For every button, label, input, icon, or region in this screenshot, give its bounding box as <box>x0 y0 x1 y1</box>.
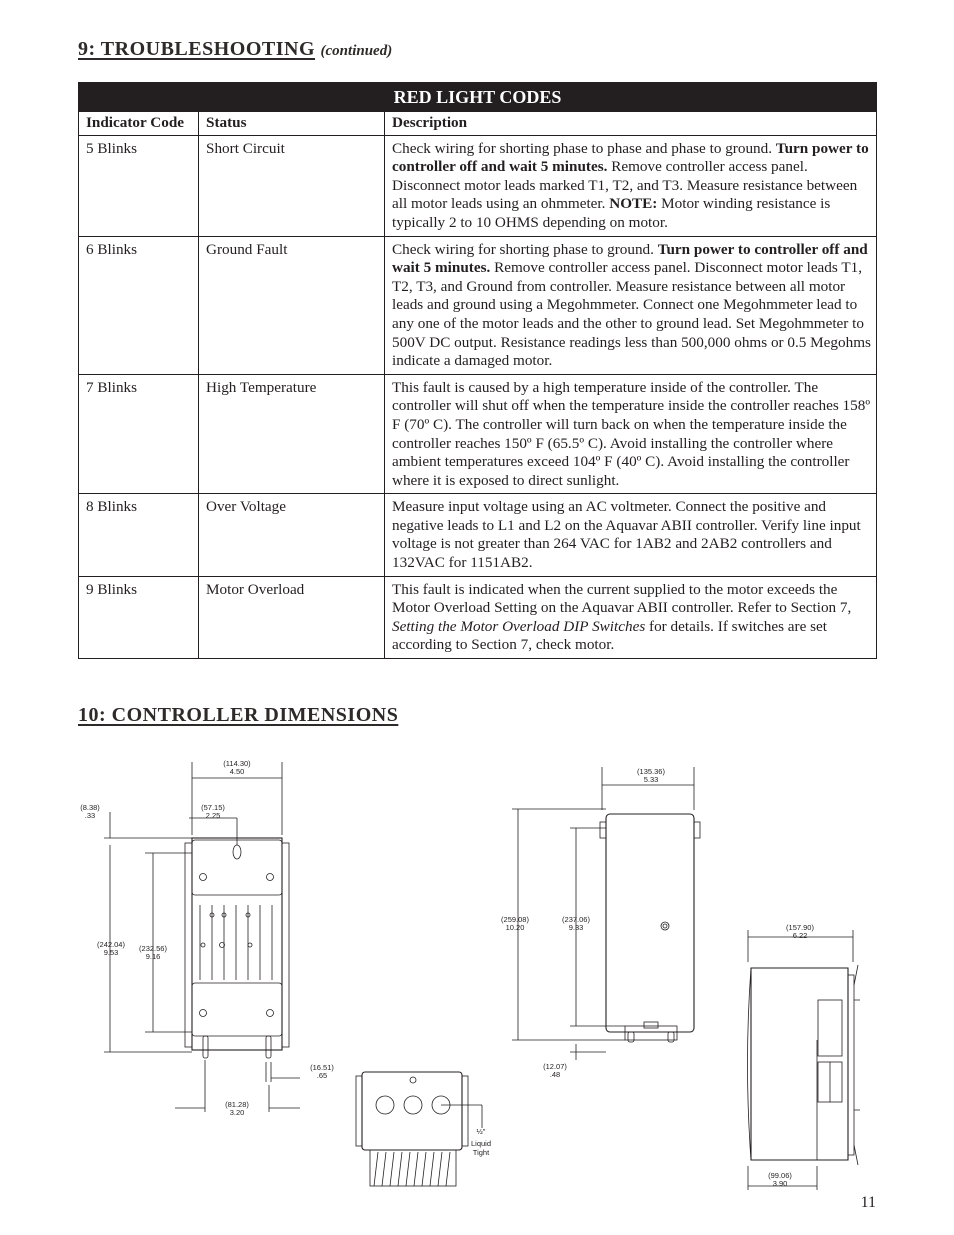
description-text: for details. If switches are set according to Section 7, check motor. <box>392 617 827 654</box>
dim-front-width-mm: (114.30) <box>223 759 251 768</box>
description-text: Remove controller access panel. Disconnect motor leads marked T1, T2, and T3. Measure resistance between all motor leads using an ohmmeter. <box>392 158 858 213</box>
description-text: Turn power to controller off and wait 5 minutes. <box>392 139 869 176</box>
dim-bottom-width-in: 3.20 <box>229 1108 245 1117</box>
column-header-indicator: Indicator Code <box>79 112 199 136</box>
side-view-drawing <box>512 767 700 1060</box>
status-cell: Over Voltage <box>199 494 385 576</box>
dim-slot-offset-mm: (16.51) <box>310 1063 334 1072</box>
description-text: NOTE: <box>609 195 658 213</box>
dim-side-height-mm: (259.08) <box>501 915 529 924</box>
liquid-tight-size: ½" <box>476 1127 486 1136</box>
dim-hole-height-in: 9.16 <box>145 952 161 961</box>
indicator-code-cell: 8 Blinks <box>79 494 199 576</box>
column-header-status: Status <box>199 112 385 136</box>
dim-front-height-mm: (242.04) <box>97 940 125 949</box>
bottom-view-drawing <box>356 1072 482 1186</box>
section-heading-controller-dimensions: 10: CONTROLLER DIMENSIONS <box>78 704 399 726</box>
dim-hole-offset-mm: (57.15) <box>201 803 225 812</box>
indicator-code-cell: 6 Blinks <box>79 236 199 374</box>
description-text: Motor winding resistance is typically 2 to 10 OHMS depending on motor. <box>392 195 831 231</box>
continued-label: (continued) <box>320 43 393 59</box>
description-text: This fault is caused by a high temperature inside of the controller. The controller will shut off when the temperature inside the controller reaches 158º F (70º C). The controller will turn back on when the temperature inside the controller reaches 150º F (65.5º C). Avoid installing the controller where ambient temperatures exceed 104º F (40º C). Avoid installing the controller where it is exposed to direct sunlight. <box>392 378 871 489</box>
front-view-drawing <box>104 762 300 1112</box>
dim-side-inner-height-in: 9.33 <box>568 923 584 932</box>
description-text: Remove controller access panel. Disconnect motor leads T1, T2, T3, and Ground from controller. Measure resistance between all motor leads and ground using a Megohmmeter. Connect one Megohmmeter lead to any one of the motor leads and the other to ground lead. Set Megohmmeter to 500V DC output. Resistance readings less than 500,000 ohms or 0.5 Megohms indicate a damaged motor. <box>392 259 871 370</box>
dim-right-bottom-width-mm: (99.06) <box>768 1171 792 1180</box>
status-cell: Ground Fault <box>199 236 385 374</box>
dim-right-top-width-mm: (157.90) <box>786 923 814 932</box>
dim-side-inner-height-mm: (237.06) <box>562 915 590 924</box>
description-text: Setting the Motor Overload DIP Switches <box>392 617 646 635</box>
dim-side-bottom-mm: (12.07) <box>543 1062 567 1071</box>
description-text: Check wiring for shorting phase to ground. <box>392 240 658 258</box>
dim-slot-offset-in: .65 <box>316 1071 328 1080</box>
dim-top-offset-mm: (8.38) <box>80 803 100 812</box>
description-text: Turn power to controller off and wait 5 minutes. <box>392 240 868 277</box>
indicator-code-cell: 9 Blinks <box>79 576 199 658</box>
dim-front-width-in: 4.50 <box>229 767 245 776</box>
status-cell: Motor Overload <box>199 576 385 658</box>
indicator-code-cell: 5 Blinks <box>79 135 199 236</box>
page-number: 11 <box>860 1194 876 1211</box>
description-text: This fault is indicated when the current supplied to the motor exceeds the Motor Overload Setting on the Aquavar ABII controller. Refer to Section 7, <box>392 580 852 617</box>
section-title: 9: TROUBLESHOOTING <box>78 38 316 60</box>
dim-right-top-width-in: 6.22 <box>792 931 808 940</box>
status-cell: High Temperature <box>199 374 385 494</box>
dim-side-width-mm: (135.36) <box>637 767 665 776</box>
liquid-tight-label-2: Tight <box>472 1148 490 1157</box>
column-header-description: Description <box>385 112 877 136</box>
indicator-code-cell: 7 Blinks <box>79 374 199 494</box>
description-text: Measure input voltage using an AC voltmeter. Connect the positive and negative leads to L1 and L2 on the Aquavar ABII controller. Verify line input voltage is not greater than 264 VAC for 1AB2 and 2AB2 controllers and 132VAC for 1151AB2. <box>392 498 861 572</box>
dim-front-height-in: 9.53 <box>103 948 119 957</box>
table-banner: RED LIGHT CODES <box>79 83 877 112</box>
dim-side-height-in: 10.20 <box>505 923 525 932</box>
dim-hole-height-mm: (232.56) <box>139 944 167 953</box>
status-cell: Short Circuit <box>199 135 385 236</box>
dim-side-width-in: 5.33 <box>643 775 659 784</box>
dim-bottom-width-mm: (81.28) <box>225 1100 249 1109</box>
dim-hole-offset-in: 2.25 <box>205 811 221 820</box>
description-text: Check wiring for shorting phase to phase and phase to ground. <box>392 139 776 157</box>
dim-right-bottom-width-in: 3.90 <box>772 1179 788 1188</box>
liquid-tight-label-1: Liquid <box>470 1139 492 1148</box>
dim-side-bottom-in: .48 <box>549 1070 561 1079</box>
profile-view-drawing <box>748 930 861 1190</box>
dim-top-offset-in: .33 <box>84 811 96 820</box>
